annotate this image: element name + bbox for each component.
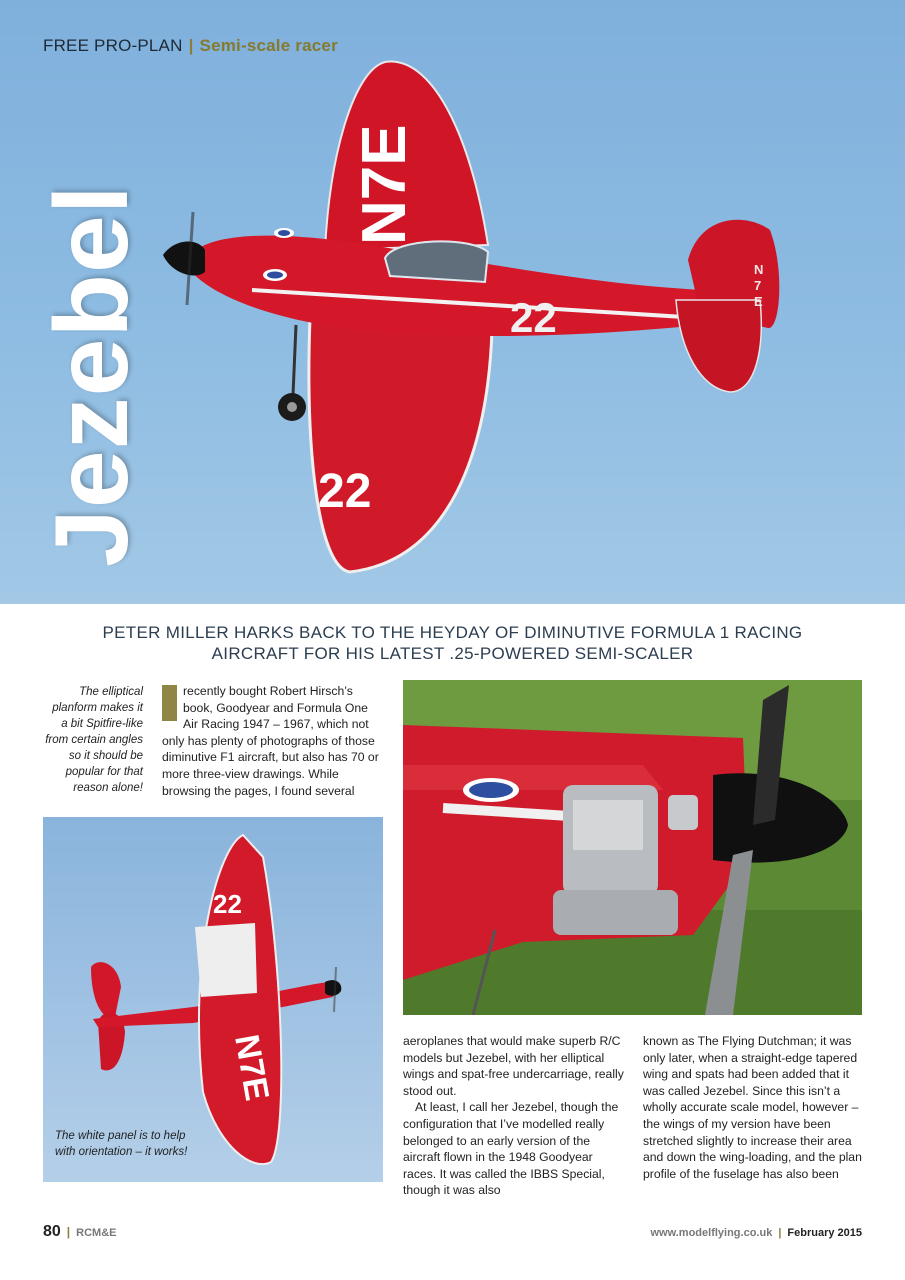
body-column-3: known as The Flying Dutchman; it was only later, when a straight-edge tapered wing and spats had been added that it was called Jezebel. Since this isn’t a wholly accurate scale model, however – the wings of my version have been stretched slightly to increase their area and down the wing-loading, and the plan profile of the fuselage has also been [643, 1034, 862, 1181]
wing-race-number: 22 [318, 465, 372, 518]
fin-letter-3: E [754, 294, 763, 309]
fin-letter-2: 7 [754, 278, 762, 293]
website-url[interactable]: www.modelflying.co.uk [650, 1227, 773, 1239]
caption-white-panel: The white panel is to help with orientation – it works! [55, 1130, 188, 1158]
subsection-label: Semi-scale racer [199, 36, 338, 55]
body-col1-text: recently bought Robert Hirsch’s book, Goodyear and Formula One Air Racing 1947 – 1967, which not only has plenty of photographs of those diminutive F1 aircraft, but also has 70 or more three-view drawings. While browsing the pages, I found several [162, 684, 379, 798]
hero-photo [0, 0, 905, 604]
section-header [43, 36, 338, 56]
body-column-2 [403, 1033, 625, 1199]
body-column-1 [162, 683, 384, 799]
fuselage-race-number: 22 [510, 294, 557, 341]
fin-letter-1: N [754, 262, 764, 277]
body-col2-para2: At least, I call her Jezebel, though the configuration that I’ve modelled really belonged to an early version of the aircraft flown in the 1948 Goodyear races. It was called the IBBS Special, though it was also [403, 1100, 619, 1198]
section-label: FREE PRO-PLAN [43, 36, 183, 55]
photo-engine-closeup [403, 680, 862, 1015]
standfirst: PETER MILLER HARKS BACK TO THE HEYDAY OF DIMINUTIVE FORMULA 1 RACING AIRCRAFT FOR HIS LATEST .25-POWERED SEMI-SCALER [102, 623, 803, 663]
underside-registration: N7E [227, 1031, 277, 1104]
header-separator: | [188, 36, 194, 55]
magazine-name: RCM&E [76, 1227, 117, 1239]
footer-separator-left: | [66, 1225, 71, 1239]
drop-cap [162, 685, 177, 721]
footer-right [650, 1227, 862, 1239]
body-col2-para1: aeroplanes that would make superb R/C models but Jezebel, with her elliptical wings and spat-free undercarriage, really stood out. [403, 1034, 624, 1098]
photo-underside [43, 817, 383, 1182]
caption-planform: The elliptical planform makes it a bit Spitfire-like from certain angles so it should be popular for that reason alone! [45, 686, 143, 794]
page-number: 80 [43, 1223, 61, 1240]
engine-illustration [403, 680, 862, 1015]
footer-separator-right: | [778, 1227, 782, 1239]
issue-date: February 2015 [787, 1227, 862, 1239]
article-title: Jezebel [34, 184, 150, 567]
wing-registration: N7E [350, 124, 419, 245]
footer-left [43, 1223, 117, 1241]
underside-race-number: 22 [213, 889, 242, 919]
